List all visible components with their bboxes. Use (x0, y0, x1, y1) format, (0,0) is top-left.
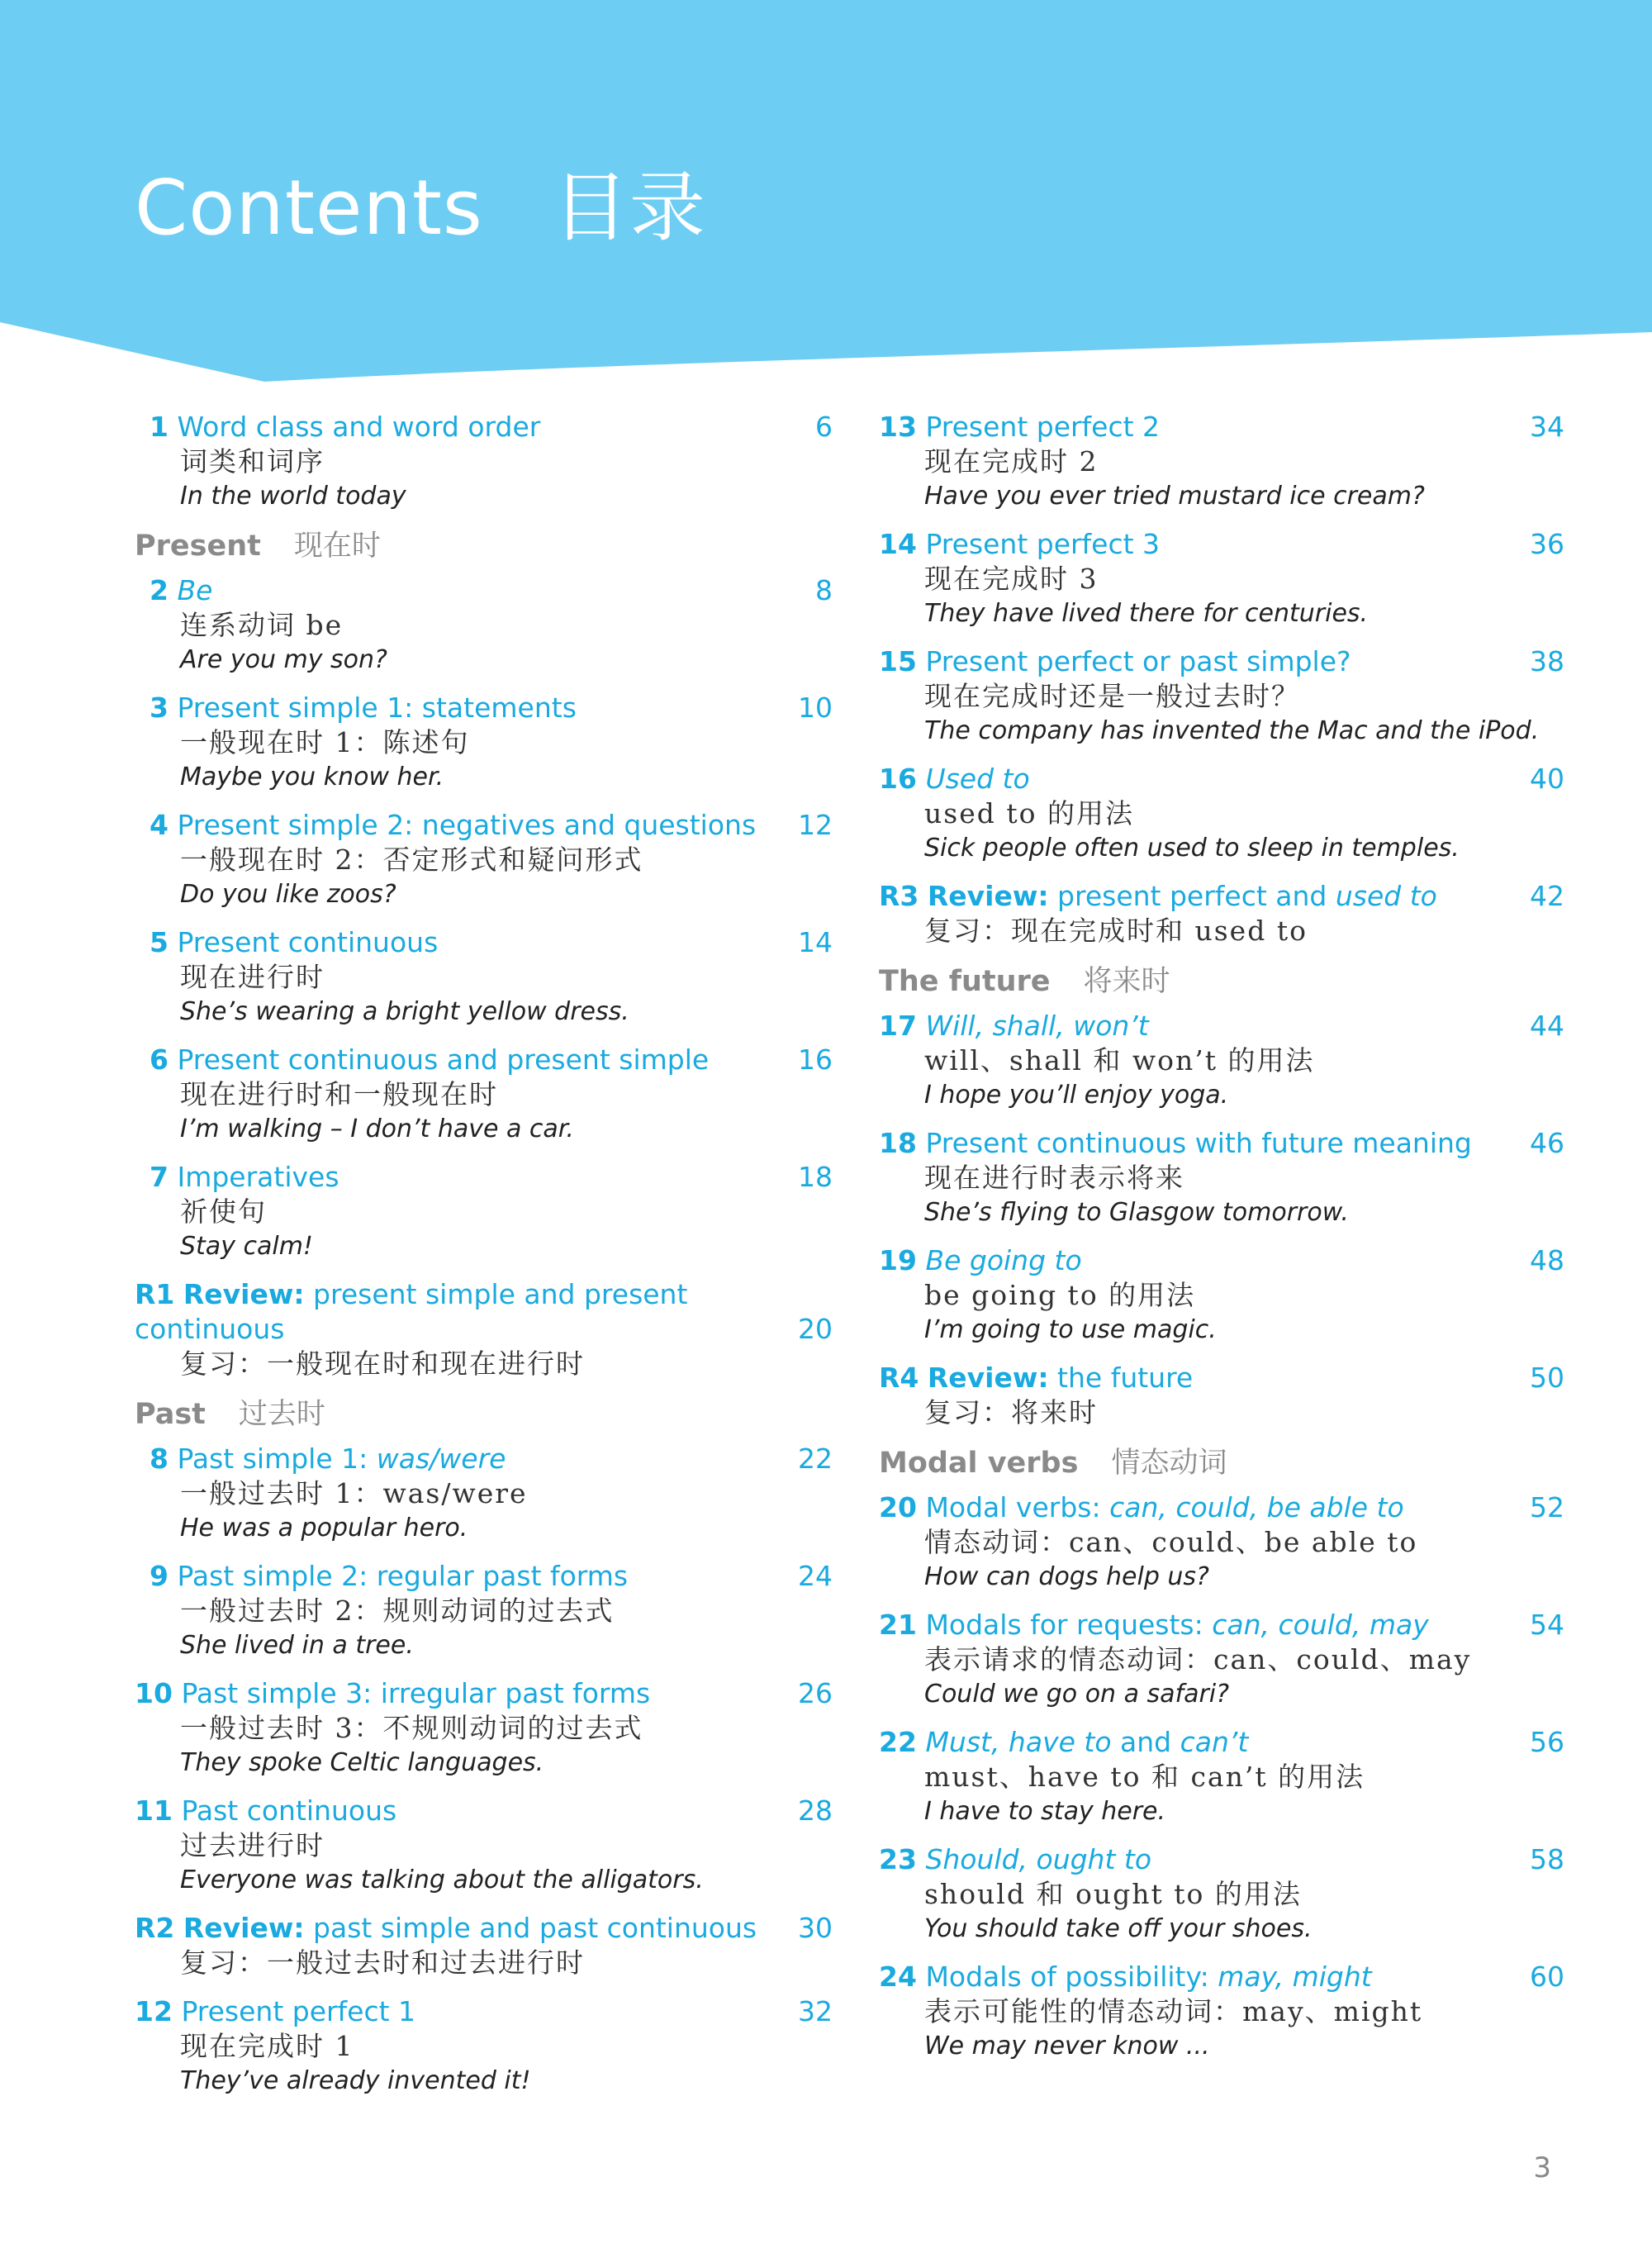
entry-chinese-title: 连系动词 be (180, 609, 344, 641)
unit-number: 20 (879, 1491, 917, 1523)
entry-title[interactable] (879, 410, 1564, 444)
toc-entry[interactable] (879, 1243, 1564, 1347)
unit-number: 14 (879, 528, 917, 560)
page-number-link[interactable]: 14 (798, 926, 833, 958)
section-heading (135, 1395, 833, 1433)
entry-title-text: Will, shall, won’t (925, 1010, 1149, 1042)
toc-entry[interactable] (879, 1725, 1564, 1828)
unit-number: 22 (879, 1726, 917, 1758)
unit-number: 7 (150, 1161, 169, 1193)
unit-number: 8 (150, 1443, 169, 1475)
page-number-link[interactable]: 28 (798, 1794, 833, 1827)
toc-entry[interactable] (879, 527, 1564, 630)
entry-chinese-title: be going to 的用法 (924, 1279, 1196, 1311)
toc-entry[interactable] (879, 762, 1564, 865)
toc-review-entry[interactable] (879, 1361, 1564, 1430)
section-title-zh: 将来时 (1083, 965, 1170, 998)
page-number-link[interactable]: 48 (1530, 1244, 1564, 1276)
entry-example-sentence: Sick people often used to sleep in temples. (924, 834, 1460, 863)
entry-title-text: was/were (376, 1443, 506, 1475)
entry-title-text: Modals of possibility: (925, 1961, 1218, 1993)
entry-chinese-title: 现在完成时 1 (180, 2030, 354, 2062)
section-title-en: Present (135, 530, 261, 563)
toc-entry[interactable] (135, 1442, 833, 1545)
page-number-link[interactable]: 20 (798, 1313, 833, 1345)
section-title-en: Modal verbs (879, 1447, 1079, 1480)
toc-review-entry[interactable] (879, 879, 1564, 948)
page-number-link[interactable]: 10 (798, 692, 833, 724)
unit-number: R3 (879, 880, 919, 912)
page-number-link[interactable]: 50 (1530, 1362, 1564, 1394)
toc-entry[interactable] (879, 1608, 1564, 1711)
page-number-link[interactable]: 36 (1530, 528, 1564, 560)
entry-example-sentence: They’ve already invented it! (180, 2066, 531, 2095)
page-number-link[interactable]: 54 (1530, 1609, 1564, 1641)
toc-entry[interactable] (135, 808, 833, 911)
entry-title-text: Past simple 2: regular past forms (177, 1560, 629, 1592)
entry-title-text: Imperatives (177, 1161, 339, 1193)
entry-title-text: can, could, be able to (1109, 1491, 1404, 1523)
section-heading (879, 1444, 1564, 1482)
toc-entry[interactable] (135, 691, 833, 794)
title-chinese: 目录 (552, 164, 706, 252)
title-english: Contents (135, 164, 483, 252)
entry-example-sentence: In the world today (180, 482, 406, 511)
entry-title[interactable] (879, 1490, 1564, 1525)
entry-title[interactable] (135, 573, 833, 608)
unit-number: 13 (879, 411, 917, 443)
entry-title-text: Past simple 1: (177, 1443, 377, 1475)
entry-example-sentence: She lived in a tree. (180, 1631, 414, 1660)
entry-chinese-title: 一般现在时 1：陈述句 (180, 726, 470, 758)
entry-example-sentence: We may never know ... (924, 2032, 1210, 2060)
page-number-link[interactable]: 60 (1530, 1961, 1564, 1993)
entry-chinese-title: 过去进行时 (180, 1829, 325, 1861)
entry-chinese-title: 情态动词：can、could、be able to (924, 1526, 1418, 1558)
entry-title-text: Present perfect 1 (181, 1995, 416, 2027)
entry-chinese-title: 表示请求的情态动词：can、could、may (924, 1643, 1472, 1675)
entry-title-text: Be (177, 574, 213, 606)
entry-title[interactable] (135, 1043, 833, 1077)
entry-example-sentence: They have lived there for centuries. (924, 599, 1369, 628)
section-title-zh: 情态动词 (1111, 1447, 1227, 1480)
unit-number: R1 (135, 1278, 175, 1310)
unit-number: 1 (150, 411, 169, 443)
unit-number: 23 (879, 1843, 917, 1875)
entry-chinese-title: 现在进行时 (180, 961, 325, 993)
toc-right-column (879, 410, 1564, 2077)
entry-title-text: Used to (925, 763, 1030, 795)
entry-title-text: Modals for requests: (925, 1609, 1213, 1641)
entry-example-sentence: I’m walking – I don’t have a car. (180, 1115, 574, 1143)
toc-entry[interactable] (879, 1960, 1564, 2063)
unit-number: 10 (135, 1677, 173, 1709)
entry-title[interactable] (879, 1361, 1564, 1395)
unit-number: 21 (879, 1609, 917, 1641)
entry-title[interactable] (135, 1442, 833, 1476)
entry-title[interactable] (879, 644, 1564, 679)
entry-title[interactable] (135, 691, 833, 725)
entry-title[interactable] (879, 762, 1564, 796)
entry-title-text: present perfect and (1048, 880, 1336, 912)
entry-title-text: present simple and present continuous (135, 1278, 688, 1345)
unit-number: 3 (150, 692, 169, 724)
page-number-link[interactable]: 44 (1530, 1010, 1564, 1042)
toc-entry[interactable] (135, 1794, 833, 1897)
page-number: 3 (1533, 2151, 1551, 2184)
entry-title[interactable] (135, 1160, 833, 1195)
unit-number: 17 (879, 1010, 917, 1042)
entry-title-text: Present perfect or past simple? (925, 645, 1351, 677)
toc-entry[interactable] (879, 644, 1564, 748)
entry-chinese-title: used to 的用法 (924, 797, 1134, 829)
entry-title[interactable] (135, 1277, 833, 1347)
unit-number: 5 (150, 926, 169, 958)
entry-title-text: Past simple 3: irregular past forms (181, 1677, 651, 1709)
toc-entry[interactable] (135, 925, 833, 1029)
entry-title-text: can’t (1180, 1726, 1249, 1758)
entry-title-text: Present simple 1: statements (177, 692, 577, 724)
entry-title-text: and (1111, 1726, 1180, 1758)
entry-chinese-title: 复习：一般现在时和现在进行时 (180, 1348, 585, 1380)
entry-chinese-title: 祈使句 (180, 1195, 267, 1228)
page-number-link[interactable]: 24 (798, 1560, 833, 1592)
entry-title-text: Must, have to (925, 1726, 1112, 1758)
page-number-link[interactable]: 12 (798, 809, 833, 841)
entry-title-text: Review: (183, 1278, 305, 1310)
entry-example-sentence: They spoke Celtic languages. (180, 1748, 544, 1777)
unit-number: 11 (135, 1794, 173, 1827)
entry-title-text: may, might (1218, 1961, 1372, 1993)
page-number-link[interactable]: 6 (815, 411, 833, 443)
entry-title[interactable] (135, 925, 833, 960)
entry-title-text: Review: (927, 880, 1049, 912)
entry-chinese-title: 现在完成时还是一般过去时？ (924, 680, 1300, 712)
entry-example-sentence: I hope you’ll enjoy yoga. (924, 1081, 1229, 1110)
entry-title[interactable] (879, 879, 1564, 914)
page-number-link[interactable]: 26 (798, 1677, 833, 1709)
entry-title[interactable] (879, 1960, 1564, 1994)
toc-entry[interactable] (879, 1490, 1564, 1594)
entry-chinese-title: 复习：将来时 (924, 1396, 1098, 1428)
entry-title[interactable] (879, 1009, 1564, 1043)
toc-review-entry[interactable] (135, 1277, 833, 1381)
entry-example-sentence: Have you ever tried mustard ice cream? (924, 482, 1425, 511)
entry-example-sentence: Everyone was talking about the alligators. (180, 1866, 704, 1894)
section-title-en: Past (135, 1398, 206, 1431)
page-number-link[interactable]: 38 (1530, 645, 1564, 677)
entry-chinese-title: 一般过去时 2：规则动词的过去式 (180, 1595, 615, 1627)
entry-title[interactable] (135, 1676, 833, 1711)
entry-example-sentence: The company has invented the Mac and the iPod. (924, 716, 1540, 745)
toc-entry[interactable] (135, 1676, 833, 1780)
unit-number: 16 (879, 763, 917, 795)
entry-title-text: Present continuous (177, 926, 439, 958)
entry-chinese-title: 现在进行时表示将来 (924, 1162, 1184, 1194)
entry-chinese-title: must、have to 和 can’t 的用法 (924, 1761, 1365, 1793)
toc-entry[interactable] (135, 1043, 833, 1146)
entry-title[interactable] (135, 1794, 833, 1828)
entry-title-text: Review: (927, 1362, 1049, 1394)
page-number-link[interactable]: 52 (1530, 1491, 1564, 1523)
entry-chinese-title: 表示可能性的情态动词：may、might (924, 1995, 1423, 2027)
toc-review-entry[interactable] (135, 1911, 833, 1980)
entry-title[interactable] (879, 1243, 1564, 1278)
entry-title-text: Review: (183, 1912, 305, 1944)
section-heading (879, 963, 1564, 1001)
entry-example-sentence: Could we go on a safari? (924, 1680, 1230, 1709)
entry-title-text: Present continuous and present simple (177, 1043, 710, 1076)
entry-chinese-title: will、shall 和 won’t 的用法 (924, 1044, 1315, 1077)
page-title (135, 147, 706, 256)
entry-example-sentence: Stay calm! (180, 1232, 313, 1261)
toc-entry[interactable] (879, 1009, 1564, 1112)
page-number-link[interactable]: 22 (798, 1443, 833, 1475)
unit-number: 18 (879, 1127, 917, 1159)
entry-example-sentence: I’m going to use magic. (924, 1315, 1217, 1344)
entry-example-sentence: Maybe you know her. (180, 763, 444, 791)
unit-number: R2 (135, 1912, 175, 1944)
entry-title-text: used to (1335, 880, 1437, 912)
toc-entry[interactable] (135, 410, 833, 513)
entry-title[interactable] (879, 1842, 1564, 1877)
entry-title-text: Present perfect 2 (925, 411, 1161, 443)
entry-example-sentence: You should take off your shoes. (924, 1914, 1313, 1943)
entry-example-sentence: Do you like zoos? (180, 880, 396, 909)
section-title-zh: 现在时 (293, 530, 381, 563)
page-number-link[interactable]: 42 (1530, 880, 1564, 912)
unit-number: 9 (150, 1560, 169, 1592)
entry-title[interactable] (879, 527, 1564, 562)
unit-number: 2 (150, 574, 169, 606)
entry-title-text: Past continuous (181, 1794, 397, 1827)
page-number-link[interactable]: 56 (1530, 1726, 1564, 1758)
entry-chinese-title: 现在进行时和一般现在时 (180, 1078, 498, 1110)
page-number-link[interactable]: 16 (798, 1043, 833, 1076)
entry-title-text: Be going to (925, 1244, 1082, 1276)
entry-chinese-title: 一般过去时 1：was/were (180, 1477, 528, 1509)
page-number-link[interactable]: 32 (798, 1995, 833, 2027)
page-number-link[interactable]: 58 (1530, 1843, 1564, 1875)
entry-example-sentence: How can dogs help us? (924, 1562, 1209, 1591)
entry-title[interactable] (135, 410, 833, 444)
unit-number: 4 (150, 809, 169, 841)
entry-title[interactable] (879, 1608, 1564, 1642)
unit-number: 15 (879, 645, 917, 677)
entry-title[interactable] (879, 1725, 1564, 1760)
entry-example-sentence: Are you my son? (180, 645, 387, 674)
toc-entry[interactable] (879, 410, 1564, 513)
section-heading (135, 527, 833, 565)
unit-number: 6 (150, 1043, 169, 1076)
entry-title[interactable] (135, 808, 833, 843)
unit-number: 24 (879, 1961, 917, 1993)
entry-title[interactable] (879, 1126, 1564, 1161)
toc-left-column (135, 410, 833, 2112)
unit-number: 19 (879, 1244, 917, 1276)
entry-example-sentence: He was a popular hero. (180, 1514, 468, 1542)
page-number-link[interactable]: 34 (1530, 411, 1564, 443)
page-number-link[interactable]: 30 (798, 1912, 833, 1944)
entry-title-text: Word class and word order (177, 411, 541, 443)
page-number-link[interactable]: 8 (815, 574, 833, 606)
entry-example-sentence: I have to stay here. (924, 1797, 1166, 1826)
entry-chinese-title: 一般过去时 3：不规则动词的过去式 (180, 1712, 643, 1744)
toc-entry[interactable] (879, 1842, 1564, 1946)
entry-title-text: Modal verbs: (925, 1491, 1110, 1523)
entry-title-text: Should, ought to (925, 1843, 1152, 1875)
toc-entry[interactable] (135, 1160, 833, 1263)
entry-title-text: the future (1048, 1362, 1194, 1394)
entry-example-sentence: She’s wearing a bright yellow dress. (180, 997, 629, 1026)
entry-example-sentence: She’s flying to Glasgow tomorrow. (924, 1198, 1349, 1227)
entry-title-text: Present continuous with future meaning (925, 1127, 1472, 1159)
entry-title-text: can, could, may (1212, 1609, 1429, 1641)
section-title-zh: 过去时 (238, 1398, 325, 1431)
entry-title[interactable] (135, 1911, 833, 1946)
entry-chinese-title: 复习：现在完成时和 used to (924, 915, 1308, 947)
unit-number: 12 (135, 1995, 173, 2027)
entry-title[interactable] (135, 1994, 833, 2029)
toc-entry[interactable] (879, 1126, 1564, 1229)
toc-entry[interactable] (135, 573, 833, 677)
toc-entry[interactable] (135, 1559, 833, 1662)
entry-title-text: Present simple 2: negatives and questions (177, 809, 757, 841)
page-number-link[interactable]: 46 (1530, 1127, 1564, 1159)
entry-chinese-title: 词类和词序 (180, 445, 325, 478)
entry-chinese-title: 一般现在时 2：否定形式和疑问形式 (180, 844, 643, 876)
entry-chinese-title: 现在完成时 2 (924, 445, 1099, 478)
section-title-en: The future (879, 965, 1051, 998)
entry-title[interactable] (135, 1559, 833, 1594)
page-number-link[interactable]: 18 (798, 1161, 833, 1193)
entry-chinese-title: should 和 ought to 的用法 (924, 1878, 1302, 1910)
entry-chinese-title: 现在完成时 3 (924, 563, 1099, 595)
page-number-link[interactable]: 40 (1530, 763, 1564, 795)
entry-title-text: Present perfect 3 (925, 528, 1161, 560)
entry-chinese-title: 复习：一般过去时和过去进行时 (180, 1946, 585, 1979)
unit-number: R4 (879, 1362, 919, 1394)
toc-entry[interactable] (135, 1994, 833, 2098)
entry-title-text: past simple and past continuous (304, 1912, 757, 1944)
